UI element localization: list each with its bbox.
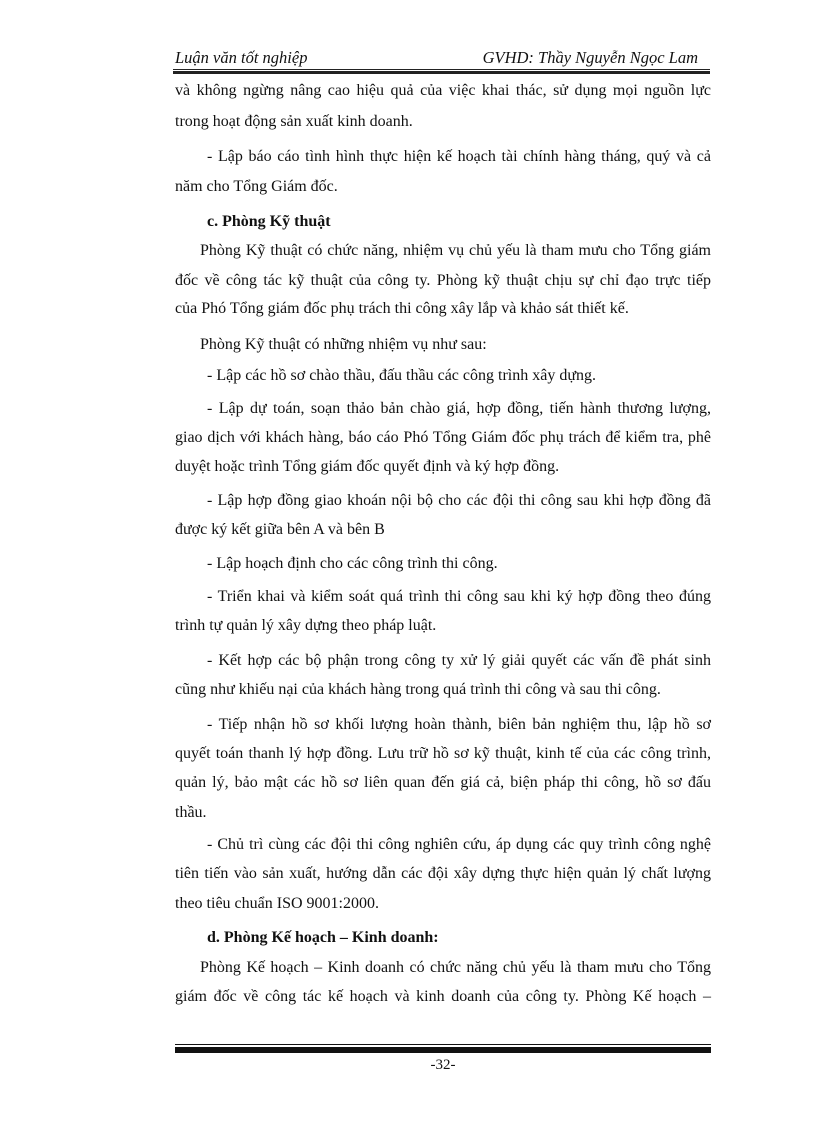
- header-thesis-title: Luận văn tốt nghiệp: [175, 48, 308, 67]
- body-line: năm cho Tổng Giám đốc.: [175, 178, 338, 195]
- body-line: tiên tiến vào sản xuất, hướng dẫn các đội xây dựng thực hiện quản lý chất lượng: [175, 865, 711, 882]
- body-line: cũng như khiếu nại của khách hàng trong quá trình thi công và sau thi công.: [175, 681, 661, 698]
- list-item: - Tiếp nhận hồ sơ khối lượng hoàn thành, biên bản nghiệm thu, lập hồ sơ: [207, 716, 711, 733]
- body-line: giao dịch với khách hàng, báo cáo Phó Tổng Giám đốc phụ trách để kiểm tra, phê: [175, 429, 711, 446]
- page-header: [173, 46, 710, 72]
- body-line: và không ngừng nâng cao hiệu quả của việc khai thác, sử dụng mọi nguồn lực: [175, 82, 711, 99]
- footer-rule-thick: [175, 1047, 711, 1053]
- section-heading-ke-hoach: d. Phòng Kế hoạch – Kinh doanh:: [207, 929, 439, 946]
- list-item: - Kết hợp các bộ phận trong công ty xử lý giải quyết các vấn đề phát sinh: [207, 652, 711, 669]
- footer-rule: [175, 1044, 711, 1045]
- body-line: được ký kết giữa bên A và bên B: [175, 521, 385, 538]
- body-line: Phòng Kế hoạch – Kinh doanh có chức năng chủ yếu là tham mưu cho Tổng: [200, 959, 711, 976]
- list-item: - Triển khai và kiểm soát quá trình thi công sau khi ký hợp đồng theo đúng: [207, 588, 711, 605]
- header-advisor: GVHD: Thầy Nguyễn Ngọc Lam: [482, 48, 698, 67]
- section-heading-ky-thuat: c. Phòng Kỹ thuật: [207, 213, 331, 230]
- body-line: trong hoạt động sản xuất kinh doanh.: [175, 113, 413, 130]
- body-line: Phòng Kỹ thuật có chức năng, nhiệm vụ chủ yếu là tham mưu cho Tổng giám: [200, 242, 711, 259]
- list-item: - Lập hoạch định cho các công trình thi công.: [207, 555, 498, 572]
- body-line: giám đốc về công tác kế hoạch và kinh doanh của công ty. Phòng Kế hoạch –: [175, 988, 711, 1005]
- page-number: -32-: [430, 1057, 456, 1073]
- body-line: Phòng Kỹ thuật có những nhiệm vụ như sau:: [200, 336, 487, 353]
- header-rule-thick: [173, 71, 710, 74]
- body-line: quyết toán thanh lý hợp đồng. Lưu trữ hồ sơ kỹ thuật, kinh tế của các công trình,: [175, 745, 711, 762]
- list-item: - Lập các hồ sơ chào thầu, đấu thầu các công trình xây dựng.: [207, 367, 596, 384]
- list-item: - Lập hợp đồng giao khoán nội bộ cho các đội thi công sau khi hợp đồng đã: [207, 492, 711, 509]
- body-line: duyệt hoặc trình Tổng giám đốc quyết định và ký hợp đồng.: [175, 458, 560, 475]
- body-line: trình tự quản lý xây dựng theo pháp luật.: [175, 617, 437, 634]
- header-rule: [173, 69, 710, 70]
- body-line: thầu.: [175, 804, 207, 821]
- list-item: - Chủ trì cùng các đội thi công nghiên cứu, áp dụng các quy trình công nghệ: [207, 836, 711, 853]
- body-line: quản lý, bảo mật các hồ sơ liên quan đến giá cả, biện pháp thi công, hồ sơ đấu: [175, 774, 711, 791]
- body-line: của Phó Tổng giám đốc phụ trách thi công xây lắp và khảo sát thiết kế.: [175, 300, 629, 317]
- body-line: đốc về công tác kỹ thuật của công ty. Phòng kỹ thuật chịu sự chỉ đạo trực tiếp: [175, 272, 711, 289]
- list-item: - Lập dự toán, soạn thảo bản chào giá, hợp đồng, tiến hành thương lượng,: [207, 400, 711, 417]
- body-line: theo tiêu chuẩn ISO 9001:2000.: [175, 895, 379, 912]
- body-line: - Lập báo cáo tình hình thực hiện kế hoạch tài chính hàng tháng, quý và cả: [207, 148, 711, 165]
